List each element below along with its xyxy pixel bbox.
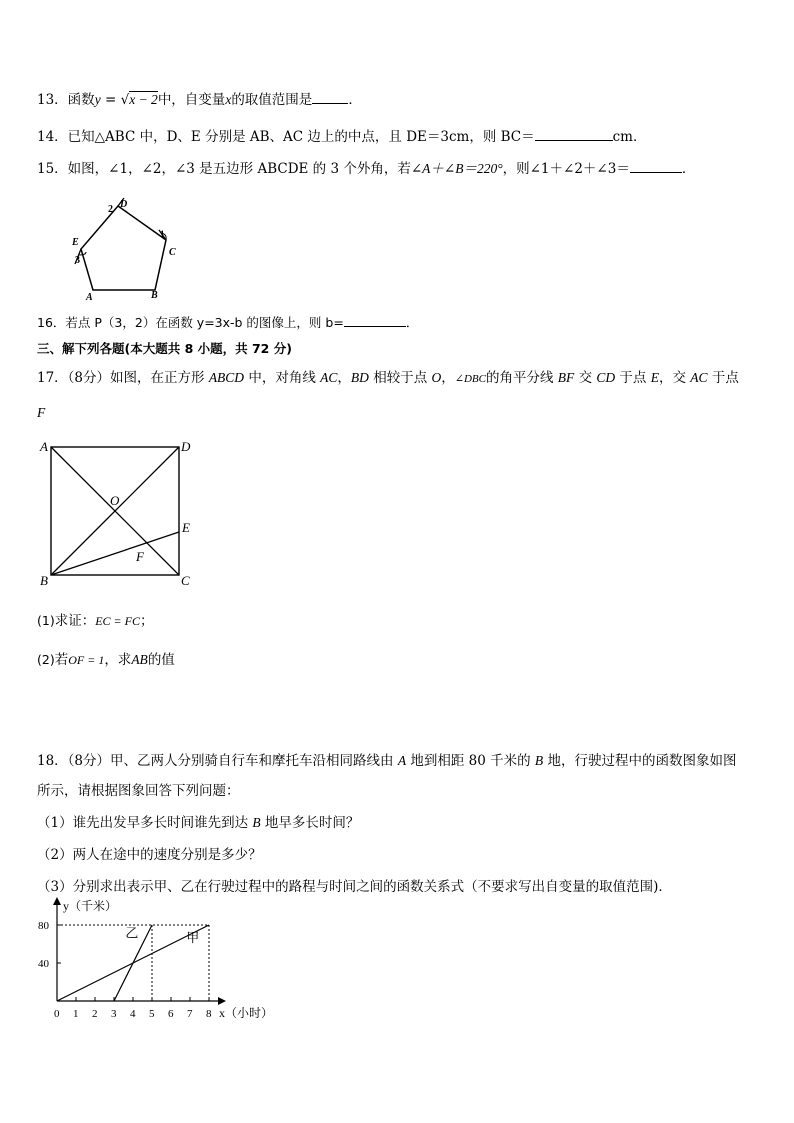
x-tick-label-7: 7 <box>187 1008 193 1020</box>
x-axis-label: x（小时） <box>219 1006 274 1020</box>
label-D: D <box>120 199 128 210</box>
question-17-part-1: (1)求证：EC = FC； <box>37 613 154 629</box>
answer-blank[interactable] <box>312 91 348 104</box>
x-tick-label-5: 5 <box>149 1008 155 1020</box>
segment-be <box>51 532 179 575</box>
label-2: 2 <box>108 204 113 215</box>
label-D: D <box>181 439 191 454</box>
label-E: E <box>72 237 79 248</box>
y-axis-arrow-icon <box>53 897 61 905</box>
label-O: O <box>110 493 120 508</box>
pentagon-shape <box>81 206 166 290</box>
x-tick-label-4: 4 <box>130 1008 136 1020</box>
label-E: E <box>182 520 190 535</box>
question-15: 15．如图，∠1，∠2，∠3 是五边形 ABCDE 的 3 个外角，若∠A＋∠B＝220°，则∠1＋∠2＋∠3＝ ． <box>37 161 696 177</box>
x-tick-label-6: 6 <box>168 1008 174 1020</box>
series-label-0: 甲 <box>186 930 200 946</box>
label-B: B <box>151 290 158 301</box>
question-18-part-3: （3）分别求出表示甲、乙在行驶过程中的路程与时间之间的函数关系式（不要求写出自变量的取值范围)． <box>37 879 672 895</box>
x-tick-label-1: 1 <box>73 1008 79 1020</box>
label-C: C <box>181 573 190 588</box>
question-18: 18．（8分）甲、乙两人分别骑自行车和摩托车沿相同路线由 A 地到相距 80 千米的 B 地，行驶过程中的函数图象如图 <box>37 753 737 769</box>
question-18-part-1: （1）谁先出发早多长时间谁先到达 B 地早多长时间？ <box>37 815 360 831</box>
question-17: 17．（8分）如图，在正方形 ABCD 中，对角线 AC，BD 相较于点 O，∠DBC的角平分线 BF 交 CD 于点 E，交 AC 于点 <box>37 370 739 386</box>
answer-blank[interactable] <box>344 314 406 327</box>
answer-blank[interactable] <box>630 160 682 173</box>
series-label-1: 乙 <box>125 925 139 941</box>
question-17-part-2: (2)若OF = 1，求AB的值 <box>37 652 175 668</box>
question-18-line2: 所示，请根据图象回答下列问题： <box>37 783 240 799</box>
label-A: A <box>40 439 48 454</box>
answer-blank[interactable] <box>535 128 613 141</box>
y-tick-label-80: 80 <box>38 920 49 932</box>
radicand: x − 2 <box>129 92 158 107</box>
x-tick-label-0: 0 <box>54 1008 60 1020</box>
y-tick-label-40: 40 <box>38 958 49 970</box>
question-16: 16．若点 P（3，2）在函数 y=3x-b 的图像上，则 b= ． <box>37 315 419 330</box>
x-tick-label-2: 2 <box>92 1008 98 1020</box>
sqrt-icon: √ <box>120 92 130 108</box>
x-tick-label-8: 8 <box>206 1008 212 1020</box>
label-A: A <box>86 292 93 303</box>
label-3: 3 <box>75 255 80 266</box>
question-13: 13．函数y = √x − 2中，自变量x的取值范围是 ． <box>37 92 362 108</box>
square-figure <box>36 434 204 590</box>
distance-time-chart <box>30 895 300 1025</box>
pentagon-figure <box>66 192 196 304</box>
x-axis-arrow-icon <box>218 997 226 1005</box>
section-3-title: 三、解下列各题(本大题共 8 小题，共 72 分) <box>37 341 292 356</box>
y-axis-label: y（千米） <box>63 899 118 913</box>
x-tick-label-3: 3 <box>111 1008 117 1020</box>
label-1: 1 <box>160 229 165 239</box>
label-C: C <box>169 247 176 258</box>
question-17-line2: F <box>37 405 46 420</box>
question-18-part-2: （2）两人在途中的速度分别是多少？ <box>37 847 262 863</box>
label-B: B <box>40 573 48 588</box>
question-14: 14．已知△ABC 中，D、E 分别是 AB、AC 边上的中点，且 DE＝3cm，则 BC＝ cm． <box>37 129 647 145</box>
label-F: F <box>136 549 144 564</box>
formula-y: y <box>94 92 101 107</box>
